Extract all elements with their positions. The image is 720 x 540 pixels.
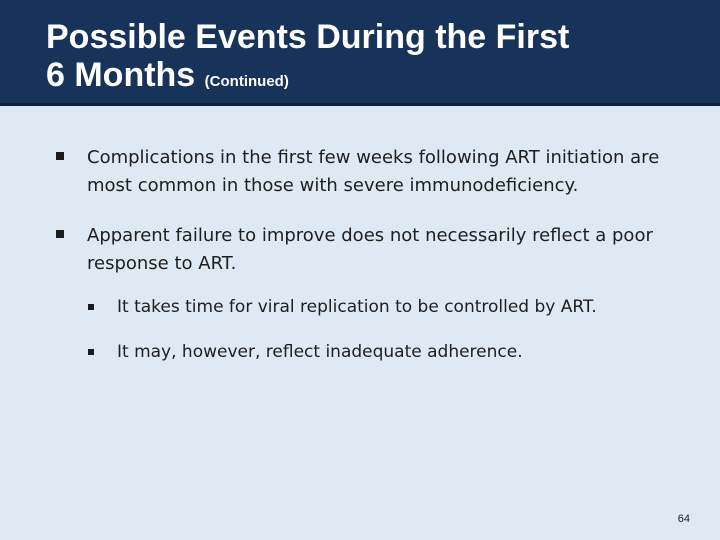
square-bullet-icon [56, 230, 64, 238]
title-line-1: Possible Events During the First [46, 18, 570, 56]
sub-bullet-text: It takes time for viral replication to be controlled by ART. [117, 297, 597, 317]
page-number: 64 [677, 513, 690, 525]
small-square-bullet-icon [88, 304, 94, 310]
title-banner [0, 0, 720, 106]
bullet-text: Apparent failure to improve does not necessarily reflect a poor response to ART. [87, 225, 653, 274]
slide-title [46, 18, 569, 101]
title-line-2-main: 6 Months [46, 56, 196, 94]
square-bullet-icon [56, 152, 64, 160]
title-continued-note: (Continued) [204, 73, 289, 90]
title-line-2 [46, 56, 569, 101]
bullet-text: Complications in the first few weeks following ART initiation are most common in those with severe immunodeficiency. [87, 147, 660, 196]
sub-bullet-text: It may, however, reflect inadequate adherence. [117, 342, 523, 362]
small-square-bullet-icon [88, 349, 94, 355]
